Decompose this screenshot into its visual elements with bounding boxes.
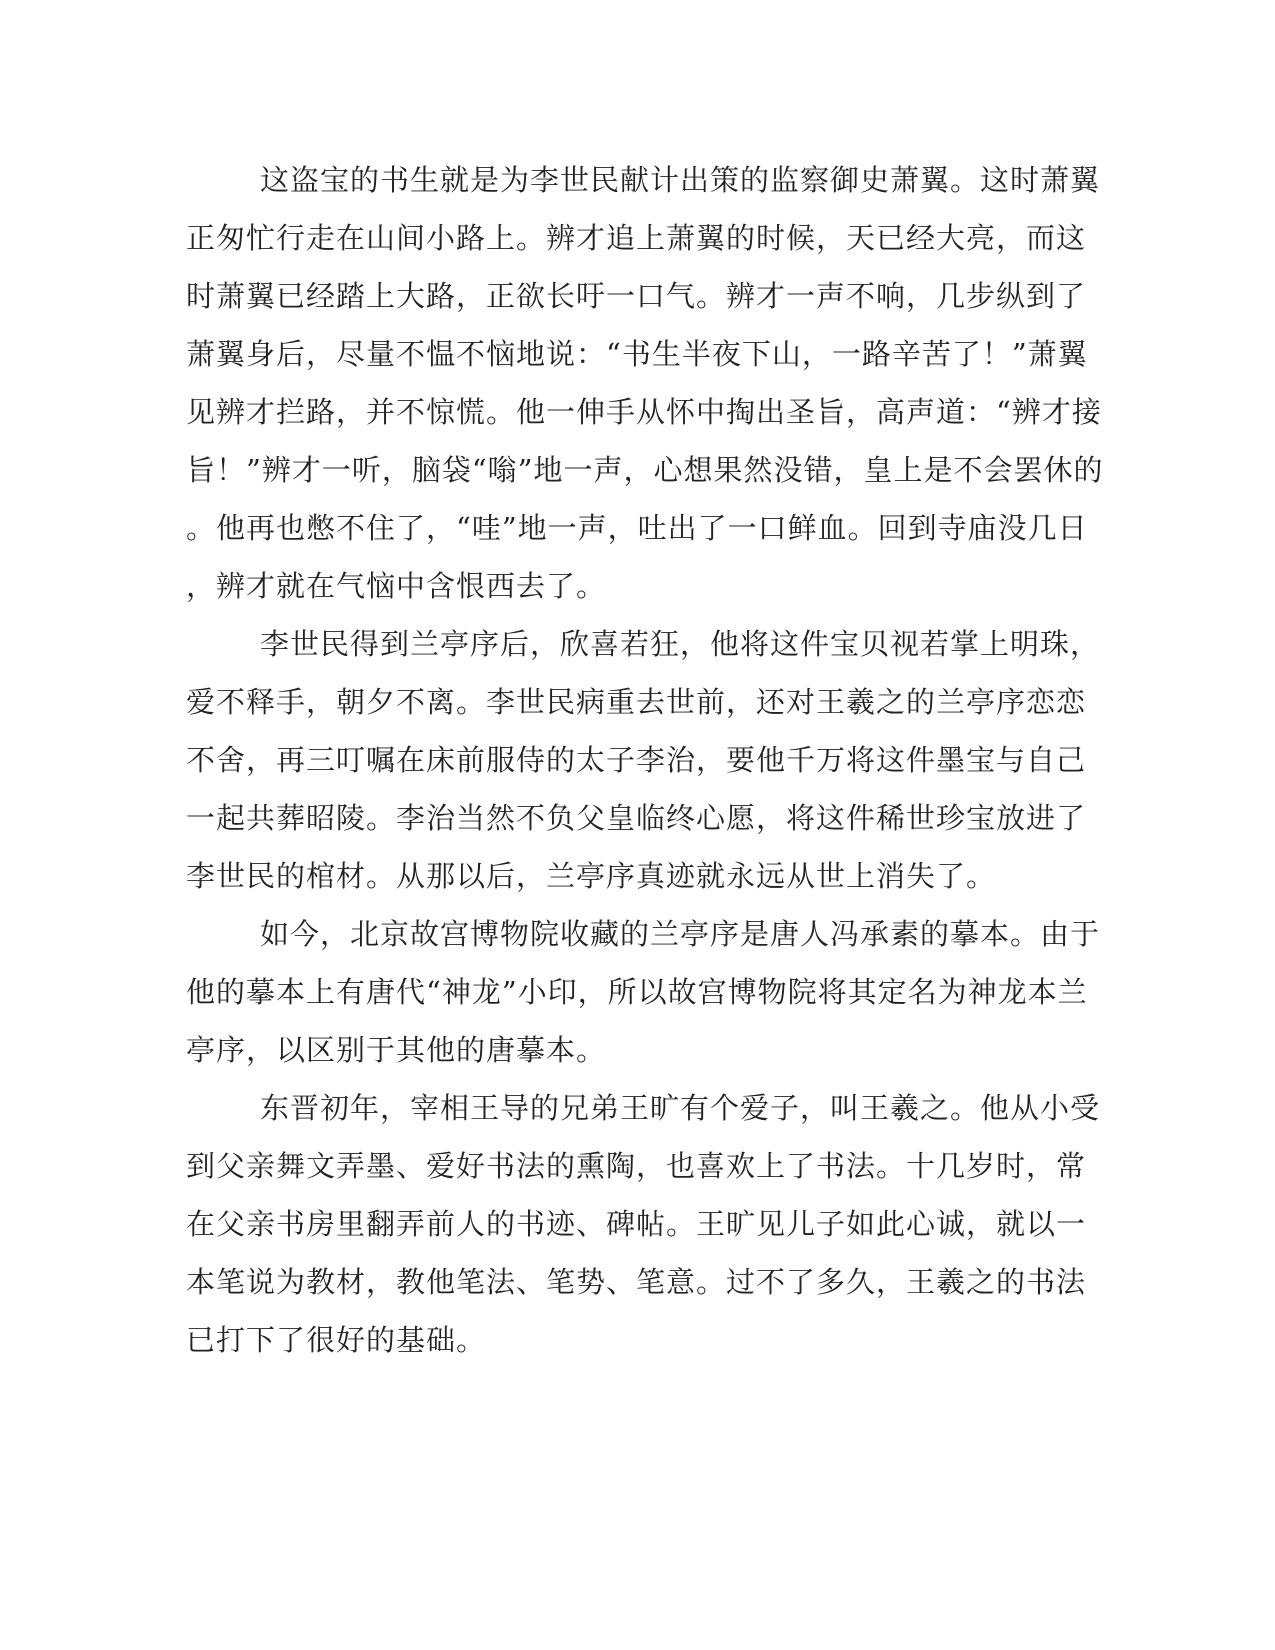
paragraph-1-line-3: 时萧翼已经踏上大路，正欲长吁一口气。辨才一声不响，几步纵到了 <box>186 279 1087 313</box>
paragraph-2-line-5: 李世民的棺材。从那以后，兰亭序真迹就永远从世上消失了。 <box>186 859 997 893</box>
paragraph-4-line-2: 到父亲舞文弄墨、爱好书法的熏陶，也喜欢上了书法。十几岁时，常 <box>186 1149 1087 1183</box>
paragraph-1-line-1: 这盗宝的书生就是为李世民献计出策的监察御史萧翼。这时萧翼 <box>260 163 1101 197</box>
paragraph-2-line-2: 爱不释手，朝夕不离。李世民病重去世前，还对王羲之的兰亭序恋恋 <box>186 685 1087 719</box>
paragraph-1-line-8: ，辨才就在气恼中含恨西去了。 <box>186 569 607 603</box>
paragraph-4-line-4: 本笔说为教材，教他笔法、笔势、笔意。过不了多久，王羲之的书法 <box>186 1265 1087 1299</box>
paragraph-4-line-1: 东晋初年，宰相王导的兄弟王旷有个爱子，叫王羲之。他从小受 <box>260 1091 1101 1125</box>
paragraph-1-line-2: 正匆忙行走在山间小路上。辨才追上萧翼的时候，天已经大亮，而这 <box>186 221 1087 255</box>
paragraph-3-line-3: 亭序，以区别于其他的唐摹本。 <box>186 1033 607 1067</box>
paragraph-2-line-4: 一起共葬昭陵。李治当然不负父皇临终心愿，将这件稀世珍宝放进了 <box>186 801 1087 835</box>
paragraph-4-line-3: 在父亲书房里翻弄前人的书迹、碑帖。王旷见儿子如此心诚，就以一 <box>186 1207 1087 1241</box>
paragraph-2-line-3: 不舍，再三叮嘱在床前服侍的太子李治，要他千万将这件墨宝与自己 <box>186 743 1087 777</box>
paragraph-1-line-4: 萧翼身后，尽量不愠不恼地说：“书生半夜下山，一路辛苦了！”萧翼 <box>186 337 1088 371</box>
paragraph-1-line-5: 见辨才拦路，并不惊慌。他一伸手从怀中掏出圣旨，高声道：“辨才接 <box>186 395 1102 429</box>
paragraph-1-line-6: 旨！”辨才一听，脑袋“嗡”地一声，心想果然没错，皇上是不会罢休的 <box>186 453 1104 487</box>
paragraph-3-line-2: 他的摹本上有唐代“神龙”小印，所以故宫博物院将其定名为神龙本兰 <box>186 975 1088 1009</box>
paragraph-3-line-1: 如今，北京故宫博物院收藏的兰亭序是唐人冯承素的摹本。由于 <box>260 917 1101 951</box>
paragraph-4-line-5: 已打下了很好的基础。 <box>186 1323 487 1357</box>
paragraph-1-line-7: 。他再也憋不住了，“哇”地一声，吐出了一口鲜血。回到寺庙没几日 <box>186 511 1088 545</box>
paragraph-2-line-1: 李世民得到兰亭序后，欣喜若狂，他将这件宝贝视若掌上明珠， <box>260 627 1101 661</box>
